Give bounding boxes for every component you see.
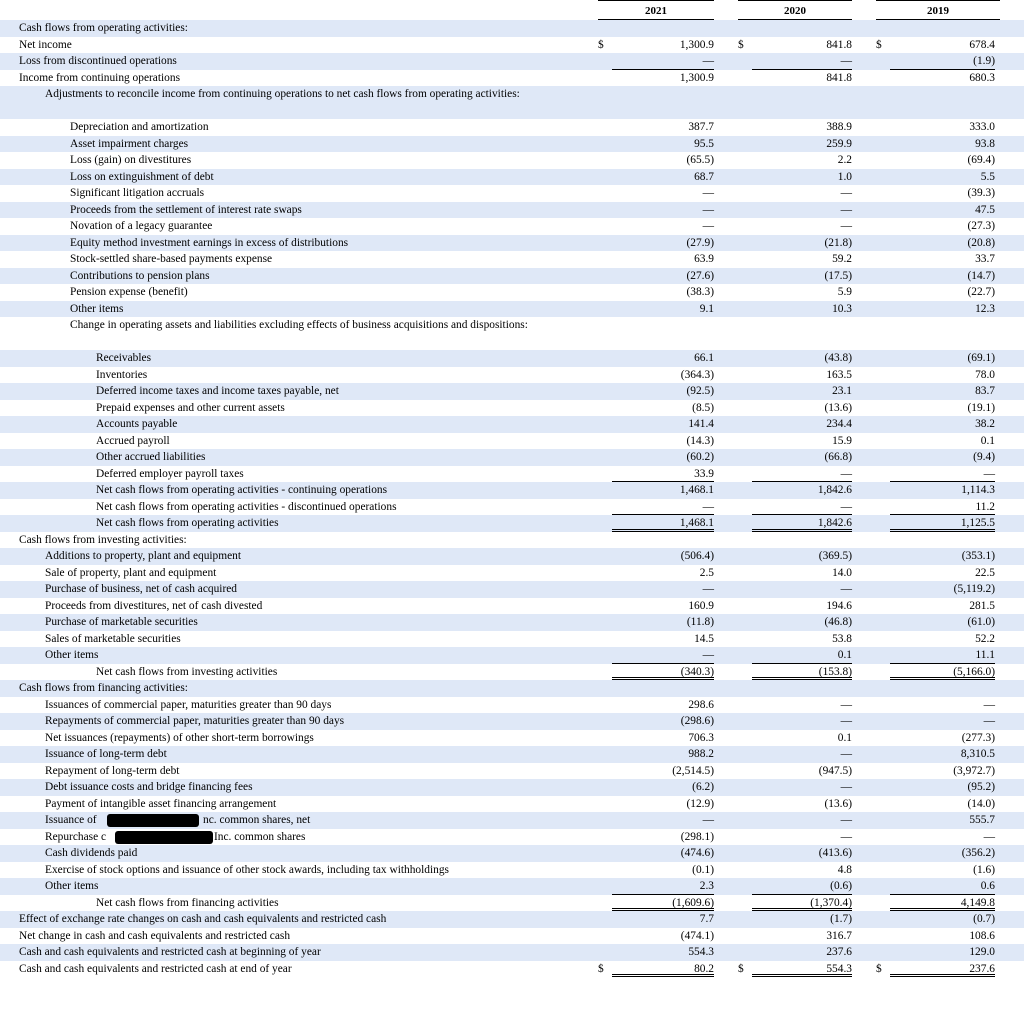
value-cell-2020: 1,842.6 bbox=[752, 515, 852, 532]
value-cell-2021: 141.4 bbox=[688, 418, 714, 430]
value-cell-2021: 7.7 bbox=[699, 913, 714, 925]
row-label: Net issuances (repayments) of other short-term borrowings bbox=[45, 731, 314, 744]
value-cell-2020: (46.8) bbox=[824, 616, 852, 628]
table-row bbox=[0, 845, 1024, 862]
value-cell-2019: 12.3 bbox=[975, 302, 995, 315]
value-cell-2020: — bbox=[752, 466, 852, 483]
row-label: Purchase of marketable securities bbox=[45, 616, 198, 628]
redaction-mark bbox=[115, 831, 213, 844]
row-label: Purchase of business, net of cash acquired bbox=[45, 583, 238, 595]
value-cell-2020: 4.8 bbox=[837, 863, 852, 876]
value-cell-2021: — bbox=[702, 187, 714, 199]
table-row bbox=[0, 218, 1024, 235]
table-row bbox=[0, 383, 1024, 400]
row-label: Deferred employer payroll taxes bbox=[96, 467, 244, 480]
row-label: Loss (gain) on divestitures bbox=[70, 154, 192, 166]
table-row bbox=[0, 86, 1024, 119]
table-row bbox=[0, 53, 1024, 70]
table-row bbox=[0, 20, 1024, 37]
value-cell-2019: (95.2) bbox=[967, 781, 995, 793]
row-label: Other items bbox=[70, 302, 124, 315]
value-cell-2020: 10.3 bbox=[832, 302, 852, 315]
value-cell-2021: 387.7 bbox=[688, 121, 714, 133]
value-cell-2021: 68.7 bbox=[694, 170, 714, 183]
value-cell-2020: — bbox=[840, 715, 852, 727]
table-row bbox=[0, 961, 1024, 978]
value-cell-2019: 1,125.5 bbox=[890, 515, 995, 532]
value-cell-2019: — bbox=[983, 830, 995, 843]
value-cell-2020: 388.9 bbox=[826, 121, 852, 133]
value-cell-2019: — bbox=[890, 466, 995, 483]
value-cell-2021: 2.3 bbox=[612, 878, 714, 895]
table-row bbox=[0, 268, 1024, 285]
value-cell-2020 bbox=[752, 20, 852, 37]
table-row bbox=[0, 796, 1024, 813]
value-cell-2020: 194.6 bbox=[826, 599, 852, 612]
value-cell-2021: 988.2 bbox=[688, 748, 714, 760]
row-label: Other items bbox=[45, 880, 99, 892]
currency-symbol: $ bbox=[738, 962, 744, 975]
value-cell-2020: (43.8) bbox=[824, 352, 852, 364]
value-cell-2019: (39.3) bbox=[967, 187, 995, 199]
table-row bbox=[0, 235, 1024, 252]
value-cell-2020: — bbox=[840, 220, 852, 232]
value-cell-2020: 0.1 bbox=[752, 647, 852, 664]
value-cell-2020 bbox=[752, 334, 852, 351]
value-cell-2020: 5.9 bbox=[837, 286, 852, 298]
value-cell-2021: — bbox=[702, 814, 714, 826]
value-cell-2020: 237.6 bbox=[826, 946, 852, 958]
currency-symbol: $ bbox=[876, 38, 882, 51]
value-cell-2021: 706.3 bbox=[688, 731, 714, 744]
cash-flow-statement-table bbox=[0, 20, 1024, 977]
row-label: Other accrued liabilities bbox=[96, 451, 206, 463]
value-cell-2020: — bbox=[840, 203, 852, 216]
row-label: Accrued payroll bbox=[96, 434, 170, 447]
row-label: Issuance of bbox=[45, 814, 97, 826]
row-label: Contributions to pension plans bbox=[70, 269, 210, 282]
value-cell-2021: 2.5 bbox=[699, 566, 714, 579]
value-cell-2021: 95.5 bbox=[694, 137, 714, 150]
row-label-suffix: Inc. common shares bbox=[214, 830, 306, 843]
row-label: Net income bbox=[19, 38, 72, 51]
value-cell-2019: (1.9) bbox=[890, 53, 995, 70]
value-cell-2021: (474.1) bbox=[680, 929, 714, 942]
value-cell-2021: (11.8) bbox=[686, 616, 714, 628]
value-cell-2021: (6.2) bbox=[692, 781, 714, 793]
row-label: Exercise of stock options and issuance of other stock awards, including tax withholdings bbox=[45, 863, 449, 876]
table-row bbox=[0, 400, 1024, 417]
table-row bbox=[0, 944, 1024, 961]
value-cell-2020 bbox=[752, 532, 852, 549]
table-row bbox=[0, 647, 1024, 664]
table-row bbox=[0, 532, 1024, 549]
table-row bbox=[0, 152, 1024, 169]
row-label: Receivables bbox=[96, 352, 152, 364]
value-cell-2019: 4,149.8 bbox=[890, 895, 995, 912]
row-label: Equity method investment earnings in excess of distributions bbox=[70, 236, 349, 249]
value-cell-2020: (17.5) bbox=[824, 269, 852, 282]
value-cell-2019: (22.7) bbox=[967, 286, 995, 298]
table-row bbox=[0, 763, 1024, 780]
value-cell-2021: — bbox=[702, 220, 714, 232]
row-label: Additions to property, plant and equipment bbox=[45, 550, 242, 562]
table-row bbox=[0, 37, 1024, 54]
row-label: Depreciation and amortization bbox=[70, 121, 209, 133]
value-cell-2020: — bbox=[840, 583, 852, 595]
value-cell-2019: (14.0) bbox=[967, 797, 995, 810]
value-cell-2019: (5,119.2) bbox=[953, 583, 995, 595]
table-row bbox=[0, 482, 1024, 499]
value-cell-2021: — bbox=[612, 647, 714, 664]
table-row bbox=[0, 367, 1024, 384]
value-cell-2020: — bbox=[840, 781, 852, 793]
value-cell-2019: (1.6) bbox=[973, 863, 995, 876]
row-label: Cash flows from operating activities: bbox=[19, 22, 188, 34]
column-header-2019: 2019 bbox=[876, 0, 1000, 20]
table-row bbox=[0, 284, 1024, 301]
table-row bbox=[0, 515, 1024, 532]
value-cell-2019: 1,114.3 bbox=[961, 484, 995, 496]
row-label: Sale of property, plant and equipment bbox=[45, 566, 217, 579]
value-cell-2019: (356.2) bbox=[961, 847, 995, 859]
table-row bbox=[0, 664, 1024, 681]
value-cell-2020: — bbox=[752, 499, 852, 516]
value-cell-2019: 5.5 bbox=[980, 170, 995, 183]
table-row bbox=[0, 829, 1024, 846]
value-cell-2020: 841.8 bbox=[826, 38, 852, 51]
value-cell-2019: 237.6 bbox=[890, 961, 995, 978]
table-row bbox=[0, 548, 1024, 565]
value-cell-2019: 47.5 bbox=[975, 203, 995, 216]
value-cell-2020: (947.5) bbox=[818, 764, 852, 777]
row-label-suffix: nc. common shares, net bbox=[203, 814, 311, 826]
table-row bbox=[0, 416, 1024, 433]
row-label: Cash dividends paid bbox=[45, 847, 138, 859]
table-row bbox=[0, 911, 1024, 928]
table-row bbox=[0, 251, 1024, 268]
value-cell-2021: (65.5) bbox=[686, 154, 714, 166]
value-cell-2020 bbox=[752, 103, 852, 120]
value-cell-2021: 1,468.1 bbox=[612, 515, 714, 532]
currency-symbol: $ bbox=[598, 38, 604, 51]
row-label: Inventories bbox=[96, 368, 148, 381]
value-cell-2019: 0.6 bbox=[890, 878, 995, 895]
value-cell-2019: 11.2 bbox=[890, 499, 995, 516]
value-cell-2019 bbox=[890, 680, 995, 697]
value-cell-2020: — bbox=[840, 187, 852, 199]
value-cell-2020: 554.3 bbox=[752, 961, 852, 978]
value-cell-2021: (0.1) bbox=[692, 863, 714, 876]
value-cell-2021: 554.3 bbox=[688, 946, 714, 958]
value-cell-2019: 8,310.5 bbox=[960, 748, 995, 760]
value-cell-2021: (12.9) bbox=[686, 797, 714, 810]
row-label: Cash and cash equivalents and restricted cash at end of year bbox=[19, 962, 292, 975]
value-cell-2019: — bbox=[983, 698, 995, 711]
value-cell-2021: (506.4) bbox=[680, 550, 714, 562]
row-label: Debt issuance costs and bridge financing fees bbox=[45, 781, 253, 793]
value-cell-2021: (14.3) bbox=[686, 434, 714, 447]
currency-symbol: $ bbox=[598, 962, 604, 975]
value-cell-2021: (364.3) bbox=[680, 368, 714, 381]
value-cell-2020: (21.8) bbox=[824, 236, 852, 249]
value-cell-2021: 66.1 bbox=[694, 352, 714, 364]
value-cell-2021: (2,514.5) bbox=[672, 764, 714, 777]
value-cell-2019: 93.8 bbox=[975, 137, 995, 150]
table-row bbox=[0, 565, 1024, 582]
value-cell-2020: (0.6) bbox=[752, 878, 852, 895]
row-label: Stock-settled share-based payments expense bbox=[70, 253, 273, 265]
value-cell-2021: — bbox=[702, 583, 714, 595]
value-cell-2019: 22.5 bbox=[975, 566, 995, 579]
value-cell-2020: — bbox=[840, 698, 852, 711]
value-cell-2019 bbox=[890, 532, 995, 549]
table-row bbox=[0, 598, 1024, 615]
value-cell-2021: (92.5) bbox=[686, 385, 714, 397]
table-row bbox=[0, 631, 1024, 648]
value-cell-2019: (61.0) bbox=[967, 616, 995, 628]
value-cell-2019: (353.1) bbox=[961, 550, 995, 562]
row-label: Loss on extinguishment of debt bbox=[70, 170, 214, 183]
value-cell-2020: (413.6) bbox=[818, 847, 852, 859]
value-cell-2019: (69.1) bbox=[967, 352, 995, 364]
value-cell-2019: 33.7 bbox=[975, 253, 995, 265]
table-row bbox=[0, 713, 1024, 730]
currency-symbol: $ bbox=[738, 38, 744, 51]
value-cell-2019 bbox=[890, 20, 995, 37]
value-cell-2020: 259.9 bbox=[826, 137, 852, 150]
row-label: Pension expense (benefit) bbox=[70, 286, 188, 298]
value-cell-2020: — bbox=[752, 53, 852, 70]
value-cell-2019: 281.5 bbox=[969, 599, 995, 612]
value-cell-2019: 333.0 bbox=[969, 121, 995, 133]
value-cell-2021: (38.3) bbox=[686, 286, 714, 298]
value-cell-2019: 11.1 bbox=[890, 647, 995, 664]
value-cell-2020: 0.1 bbox=[837, 731, 852, 744]
row-label: Prepaid expenses and other current assets bbox=[96, 401, 285, 414]
value-cell-2021 bbox=[612, 20, 714, 37]
table-row bbox=[0, 169, 1024, 186]
row-label: Cash flows from investing activities: bbox=[19, 533, 187, 546]
table-row bbox=[0, 697, 1024, 714]
row-label: Adjustments to reconcile income from continuing operations to net cash flows from operating activities: bbox=[45, 88, 520, 100]
value-cell-2021: (8.5) bbox=[692, 401, 714, 414]
value-cell-2020: (13.6) bbox=[824, 797, 852, 810]
table-row bbox=[0, 812, 1024, 829]
row-label: Proceeds from the settlement of interest rate swaps bbox=[70, 203, 302, 216]
table-row bbox=[0, 730, 1024, 747]
value-cell-2019: 129.0 bbox=[969, 946, 995, 958]
table-row bbox=[0, 317, 1024, 350]
column-header-2021: 2021 bbox=[598, 0, 714, 20]
row-label: Loss from discontinued operations bbox=[19, 55, 177, 67]
redaction-mark bbox=[107, 814, 199, 827]
value-cell-2021: 80.2 bbox=[612, 961, 714, 978]
value-cell-2019: 555.7 bbox=[969, 814, 995, 826]
value-cell-2019: 108.6 bbox=[969, 929, 995, 942]
value-cell-2020: 316.7 bbox=[826, 929, 852, 942]
value-cell-2019: (19.1) bbox=[967, 401, 995, 414]
value-cell-2021: (27.9) bbox=[686, 236, 714, 249]
row-label: Net cash flows from financing activities bbox=[96, 896, 279, 909]
value-cell-2019: — bbox=[983, 715, 995, 727]
table-row bbox=[0, 119, 1024, 136]
row-label: Other items bbox=[45, 649, 99, 661]
value-cell-2021: — bbox=[702, 203, 714, 216]
value-cell-2020: 841.8 bbox=[826, 71, 852, 84]
row-label: Net cash flows from investing activities bbox=[96, 665, 278, 678]
value-cell-2020: — bbox=[840, 830, 852, 843]
value-cell-2021 bbox=[612, 103, 714, 120]
row-label: Issuance of long-term debt bbox=[45, 748, 167, 760]
table-row bbox=[0, 928, 1024, 945]
row-label: Effect of exchange rate changes on cash and cash equivalents and restricted cash bbox=[19, 913, 387, 925]
value-cell-2021 bbox=[612, 532, 714, 549]
value-cell-2020: — bbox=[840, 814, 852, 826]
value-cell-2019 bbox=[890, 334, 995, 351]
value-cell-2019: (5,166.0) bbox=[890, 664, 995, 681]
value-cell-2021: 1,468.1 bbox=[679, 484, 714, 496]
row-label: Deferred income taxes and income taxes payable, net bbox=[96, 385, 339, 397]
row-label: Payment of intangible asset financing arrangement bbox=[45, 797, 277, 810]
value-cell-2019: (69.4) bbox=[967, 154, 995, 166]
value-cell-2021: — bbox=[612, 499, 714, 516]
value-cell-2019: (277.3) bbox=[961, 731, 995, 744]
value-cell-2021: 1,300.9 bbox=[679, 38, 714, 51]
table-row bbox=[0, 70, 1024, 87]
row-label: Accounts payable bbox=[96, 418, 178, 430]
row-label: Change in operating assets and liabilities excluding effects of business acquisitions and dispositions: bbox=[70, 319, 528, 331]
value-cell-2021: 63.9 bbox=[694, 253, 714, 265]
row-label: Sales of marketable securities bbox=[45, 632, 181, 645]
value-cell-2021 bbox=[612, 680, 714, 697]
column-header-row bbox=[0, 0, 1024, 20]
value-cell-2021: (298.6) bbox=[680, 715, 714, 727]
table-row bbox=[0, 301, 1024, 318]
value-cell-2020: 23.1 bbox=[832, 385, 852, 397]
table-row bbox=[0, 581, 1024, 598]
table-row bbox=[0, 350, 1024, 367]
row-label: Repurchase c bbox=[45, 830, 107, 843]
value-cell-2020: 15.9 bbox=[832, 434, 852, 447]
table-row bbox=[0, 895, 1024, 912]
value-cell-2021 bbox=[612, 334, 714, 351]
table-row bbox=[0, 746, 1024, 763]
value-cell-2020: 163.5 bbox=[826, 368, 852, 381]
table-row bbox=[0, 878, 1024, 895]
value-cell-2020: (369.5) bbox=[818, 550, 852, 562]
value-cell-2020 bbox=[752, 680, 852, 697]
row-label: Cash and cash equivalents and restricted cash at beginning of year bbox=[19, 946, 321, 958]
value-cell-2020: (1.7) bbox=[830, 913, 852, 925]
value-cell-2019: 83.7 bbox=[975, 385, 995, 397]
column-header-2020: 2020 bbox=[738, 0, 852, 20]
value-cell-2020: (13.6) bbox=[824, 401, 852, 414]
value-cell-2019: (27.3) bbox=[967, 220, 995, 232]
value-cell-2019: 52.2 bbox=[975, 632, 995, 645]
row-label: Cash flows from financing activities: bbox=[19, 682, 188, 694]
currency-symbol: $ bbox=[876, 962, 882, 975]
value-cell-2020: — bbox=[840, 748, 852, 760]
row-label: Income from continuing operations bbox=[19, 71, 181, 84]
value-cell-2020: (66.8) bbox=[824, 451, 852, 463]
value-cell-2020: 2.2 bbox=[837, 154, 852, 166]
value-cell-2019: 38.2 bbox=[975, 418, 995, 430]
row-label: Net cash flows from operating activities - continuing operations bbox=[96, 484, 388, 496]
row-label: Repayments of commercial paper, maturities greater than 90 days bbox=[45, 715, 345, 727]
table-row bbox=[0, 202, 1024, 219]
value-cell-2021: 14.5 bbox=[694, 632, 714, 645]
value-cell-2020: 234.4 bbox=[826, 418, 852, 430]
value-cell-2021: 298.6 bbox=[688, 698, 714, 711]
value-cell-2020: (153.8) bbox=[752, 664, 852, 681]
value-cell-2019: 0.1 bbox=[980, 434, 995, 447]
table-row bbox=[0, 433, 1024, 450]
value-cell-2019: (20.8) bbox=[967, 236, 995, 249]
value-cell-2021: (1,609.6) bbox=[612, 895, 714, 912]
value-cell-2019: (9.4) bbox=[973, 451, 995, 463]
row-label: Net cash flows from operating activities - discontinued operations bbox=[96, 500, 397, 513]
value-cell-2021: (27.6) bbox=[686, 269, 714, 282]
row-label: Significant litigation accruals bbox=[70, 187, 205, 199]
value-cell-2021: — bbox=[612, 53, 714, 70]
table-row bbox=[0, 499, 1024, 516]
value-cell-2019: 78.0 bbox=[975, 368, 995, 381]
value-cell-2019: (3,972.7) bbox=[953, 764, 995, 777]
value-cell-2021: 9.1 bbox=[699, 302, 714, 315]
row-label: Proceeds from divestitures, net of cash divested bbox=[45, 599, 263, 612]
table-row bbox=[0, 779, 1024, 796]
row-label: Asset impairment charges bbox=[70, 137, 189, 150]
table-row bbox=[0, 614, 1024, 631]
value-cell-2021: 33.9 bbox=[612, 466, 714, 483]
value-cell-2021: (474.6) bbox=[680, 847, 714, 859]
table-row bbox=[0, 466, 1024, 483]
row-label: Repayment of long-term debt bbox=[45, 764, 180, 777]
table-row bbox=[0, 862, 1024, 879]
value-cell-2019: 678.4 bbox=[969, 38, 995, 51]
value-cell-2021: 160.9 bbox=[688, 599, 714, 612]
value-cell-2019: 680.3 bbox=[969, 71, 995, 84]
row-label: Issuances of commercial paper, maturities greater than 90 days bbox=[45, 698, 332, 711]
value-cell-2019: (0.7) bbox=[973, 913, 995, 925]
value-cell-2020: 1.0 bbox=[837, 170, 852, 183]
value-cell-2021: (298.1) bbox=[680, 830, 714, 843]
table-row bbox=[0, 449, 1024, 466]
table-row bbox=[0, 136, 1024, 153]
value-cell-2021: (60.2) bbox=[686, 451, 714, 463]
table-row bbox=[0, 185, 1024, 202]
value-cell-2020: 59.2 bbox=[832, 253, 852, 265]
value-cell-2019 bbox=[890, 103, 995, 120]
value-cell-2020: 1,842.6 bbox=[817, 484, 852, 496]
value-cell-2021: (340.3) bbox=[612, 664, 714, 681]
row-label: Novation of a legacy guarantee bbox=[70, 220, 213, 232]
value-cell-2020: 53.8 bbox=[832, 632, 852, 645]
row-label: Net cash flows from operating activities bbox=[96, 517, 279, 529]
table-row bbox=[0, 680, 1024, 697]
row-label: Net change in cash and cash equivalents and restricted cash bbox=[19, 929, 291, 942]
value-cell-2020: (1,370.4) bbox=[752, 895, 852, 912]
value-cell-2019: (14.7) bbox=[967, 269, 995, 282]
value-cell-2021: 1,300.9 bbox=[679, 71, 714, 84]
value-cell-2020: 14.0 bbox=[832, 566, 852, 579]
